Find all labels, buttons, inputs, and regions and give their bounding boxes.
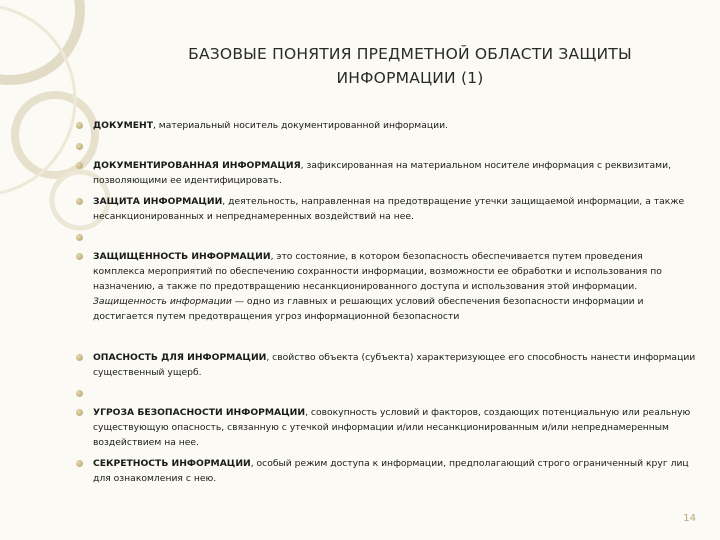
definition: , это состояние, в котором безопасность обеспечивается путем проведения комплекса мероприятий по обеспечению сохранности информации, возможности ее обработки и использования по назначению, а также по предотвращению несанкционированного доступа и использования этой информации.	[93, 251, 662, 292]
definitions-list	[76, 118, 696, 492]
definition: , совокупность условий и факторов, создающих потенциальную или реальную существующую опасность, связанную с утечкой информации и/или несанкционированным и/или непреднамеренным воздействием на нее.	[93, 407, 691, 448]
list-item-danger	[76, 350, 696, 380]
definition: , особый режим доступа к информации, предполагающий строго ограниченный круг лиц для ознакомления с нею.	[93, 458, 689, 484]
slide-title	[130, 42, 690, 90]
definition: , зафиксированная на материальном носителе информация с реквизитами, позволяющими ее идентифицировать.	[93, 160, 671, 186]
list-item-documented-info	[76, 158, 696, 188]
title-line-2: ИНФОРМАЦИИ (1)	[336, 69, 484, 87]
list-item-empty	[76, 139, 696, 152]
term: УГРОЗА БЕЗОПАСНОСТИ ИНФОРМАЦИИ	[93, 407, 306, 418]
list-item-secrecy	[76, 456, 696, 486]
term: ДОКУМЕНТИРОВАННАЯ ИНФОРМАЦИЯ	[93, 160, 301, 171]
term: ДОКУМЕНТ	[93, 120, 153, 131]
list-item-empty	[76, 386, 696, 399]
definition: , материальный носитель документированной информации.	[152, 120, 448, 131]
list-item-threat	[76, 405, 696, 450]
definition-continued: — одно из главных и решающих условий обеспечения безопасности информации и достигается путем предотвращения угроз информационной безопасности	[93, 296, 644, 322]
term: ЗАЩИЩЕННОСТЬ ИНФОРМАЦИИ	[93, 251, 271, 262]
definition: , свойство объекта (субъекта) характеризующее его способность нанести информации существенный ущерб.	[93, 352, 696, 378]
list-item-info-security-state	[76, 249, 696, 324]
title-line-1: БАЗОВЫЕ ПОНЯТИЯ ПРЕДМЕТНОЙ ОБЛАСТИ ЗАЩИТЫ	[188, 45, 632, 63]
list-item-empty	[76, 230, 696, 243]
term: ЗАЩИТА ИНФОРМАЦИИ	[93, 196, 223, 207]
definition-italic: Защищенность информации	[93, 296, 232, 307]
page-number: 14	[683, 513, 696, 524]
term: СЕКРЕТНОСТЬ ИНФОРМАЦИИ	[93, 458, 251, 469]
definition: , деятельность, направленная на предотвращение утечки защищаемой информации, а также несанкционированных и непреднамеренных воздействий на нее.	[93, 196, 685, 222]
term: ОПАСНОСТЬ ДЛЯ ИНФОРМАЦИИ	[93, 352, 267, 363]
list-item-document	[76, 118, 696, 133]
list-item-info-protection	[76, 194, 696, 224]
